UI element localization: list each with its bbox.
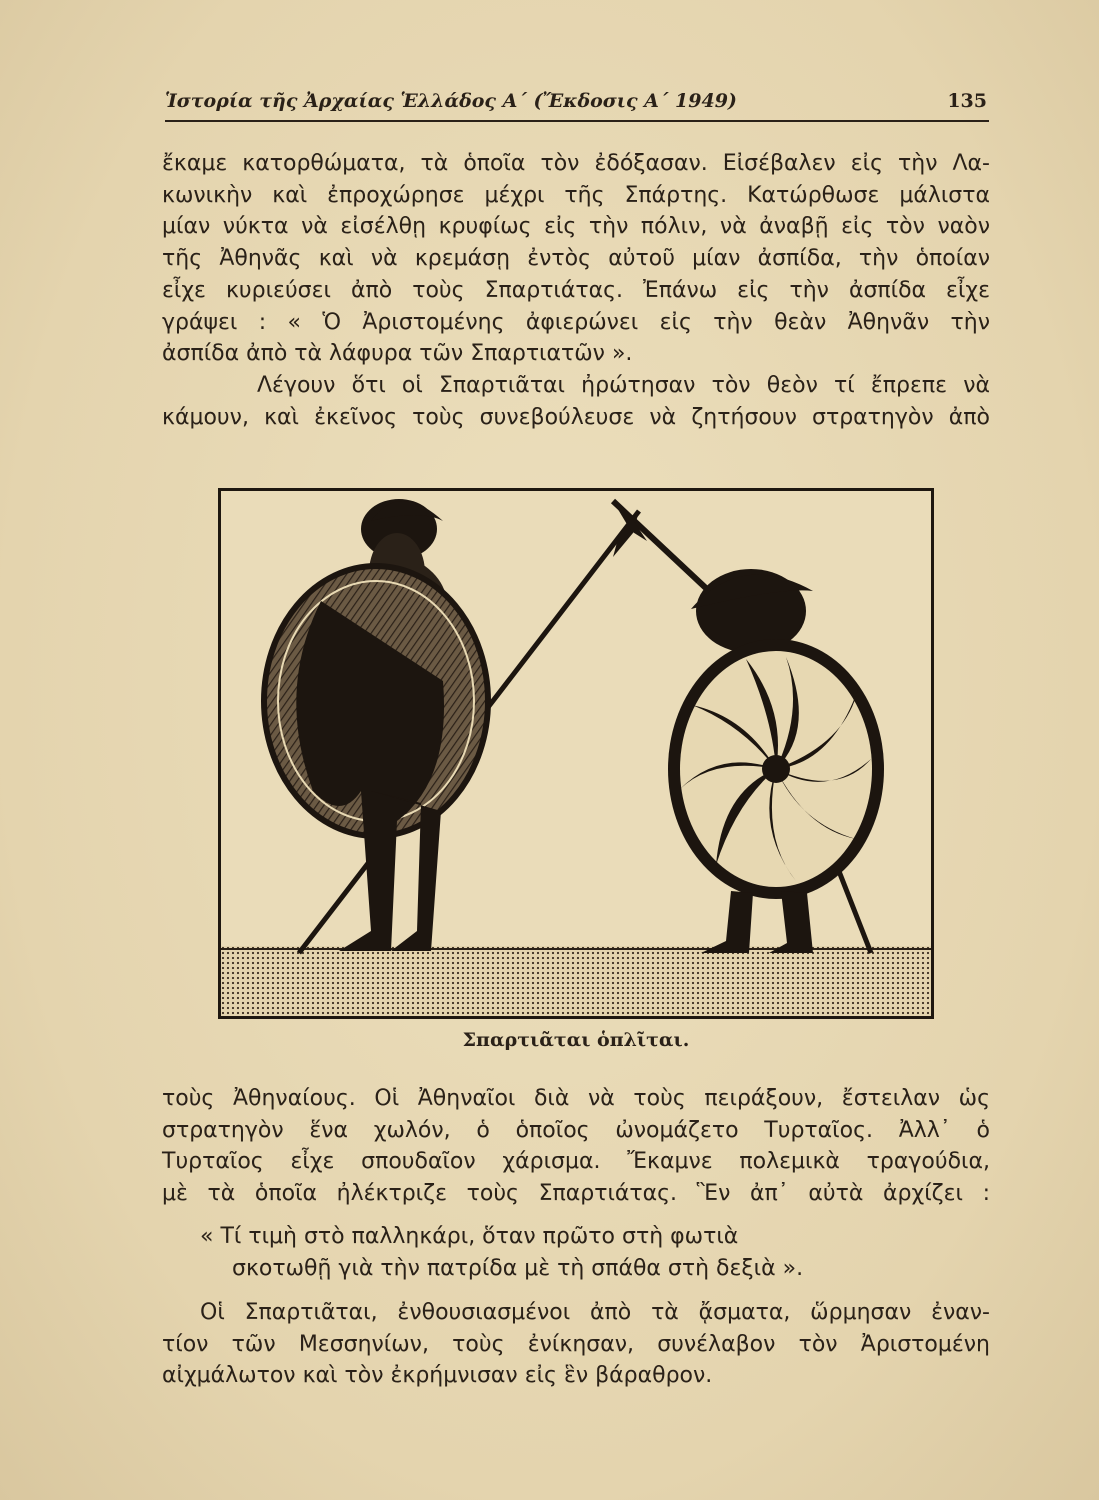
text-line: στρατηγὸν ἕνα χωλόν, ὁ ὁποῖος ὠνομάζετο Τυρταῖος. Ἀλλ᾽ ὁ bbox=[162, 1117, 990, 1143]
text-line: τίον τῶν Μεσσηνίων, τοὺς ἐνίκησαν, συνέλαβον τὸν Ἀριστομένη bbox=[162, 1331, 990, 1357]
text-line: ἀσπίδα ἀπὸ τὰ λάφυρα τῶν Σπαρτιατῶν ». bbox=[162, 341, 633, 367]
poem-line: « Τί τιμὴ στὸ παλληκάρι, ὅταν πρῶτο στὴ φωτιὰ bbox=[200, 1224, 739, 1249]
ground-texture bbox=[221, 946, 931, 1016]
text-line: μὲ τὰ ὁποῖα ἠλέκτριζε τοὺς Σπαρτιάτας. Ἓν ἀπ᾽ αὐτὰ ἀρχίζει : bbox=[162, 1181, 990, 1207]
paragraph-tyrtaeus bbox=[162, 1083, 990, 1210]
text-line: αἰχμάλωτον καὶ τὸν ἐκρήμνισαν εἰς ἓν βάραθρον. bbox=[162, 1363, 713, 1389]
paragraph-victory bbox=[162, 1297, 990, 1392]
text-line: τοὺς Ἀθηναίους. Οἱ Ἀθηναῖοι διὰ νὰ τοὺς πειράξουν, ἔστειλαν ὡς bbox=[162, 1086, 990, 1111]
text-line: γράψει : « Ὁ Ἀριστομένης ἀφιερώνει εἰς τὴν θεὰν Ἀθηνᾶν τὴν bbox=[162, 309, 990, 335]
hoplite-left bbox=[264, 499, 488, 951]
text-line: μίαν νύκτα νὰ εἰσέλθῃ κρυφίως εἰς τὴν πόλιν, νὰ ἀναβῇ εἰς τὸν ναὸν bbox=[162, 214, 990, 240]
text-line: κάμουν, καὶ ἐκεῖνος τοὺς συνεβούλευσε νὰ ζητήσουν στρατηγὸν ἀπὸ bbox=[162, 404, 990, 430]
text-line: κωνικὴν καὶ ἐπροχώρησε μέχρι τῆς Σπάρτης. Κατώρθωσε μάλιστα bbox=[162, 182, 990, 208]
text-line: Λέγουν ὅτι οἱ Σπαρτιᾶται ἠρώτησαν τὸν θεὸν τί ἔπρεπε νὰ bbox=[257, 372, 990, 398]
text-line: τῆς Ἀθηνᾶς καὶ νὰ κρεμάσῃ ἐντὸς αὐτοῦ μίαν ἀσπίδα, τὴν ὁποίαν bbox=[162, 246, 990, 272]
header-title: Ἱστορία τῆς Ἀρχαίας Ἑλλάδος Α΄ (Ἔκδοσις Α΄ 1949) bbox=[165, 90, 737, 112]
running-header bbox=[165, 88, 989, 122]
text-line: Οἱ Σπαρτιᾶται, ἐνθουσιασμένοι ἀπὸ τὰ ᾄσματα, ὥρμησαν ἐναν- bbox=[200, 1300, 990, 1325]
poem-line: σκοτωθῇ γιὰ τὴν πατρίδα μὲ τὴ σπάθα στὴ δεξιὰ ». bbox=[232, 1255, 804, 1281]
hoplite-right bbox=[668, 569, 884, 953]
hoplites-illustration bbox=[221, 491, 931, 1016]
text-line: ἔκαμε κατορθώματα, τὰ ὁποῖα τὸν ἐδόξασαν. Εἰσέβαλεν εἰς τὴν Λα- bbox=[162, 151, 990, 176]
page-number: 135 bbox=[947, 90, 987, 112]
paragraph-aristomenes bbox=[162, 148, 990, 433]
figure-caption: Σπαρτιᾶται ὁπλῖται. bbox=[462, 1029, 690, 1051]
text-line: εἶχε κυριεύσει ἀπὸ τοὺς Σπαρτιάτας. Ἐπάνω εἰς τὴν ἀσπίδα εἶχε bbox=[162, 277, 990, 303]
poem-quote bbox=[162, 1221, 990, 1284]
text-line: Τυρταῖος εἶχε σπουδαῖον χάρισμα. Ἔκαμνε πολεμικὰ τραγούδια, bbox=[162, 1149, 990, 1175]
figure-spartan-hoplites bbox=[218, 488, 934, 1019]
